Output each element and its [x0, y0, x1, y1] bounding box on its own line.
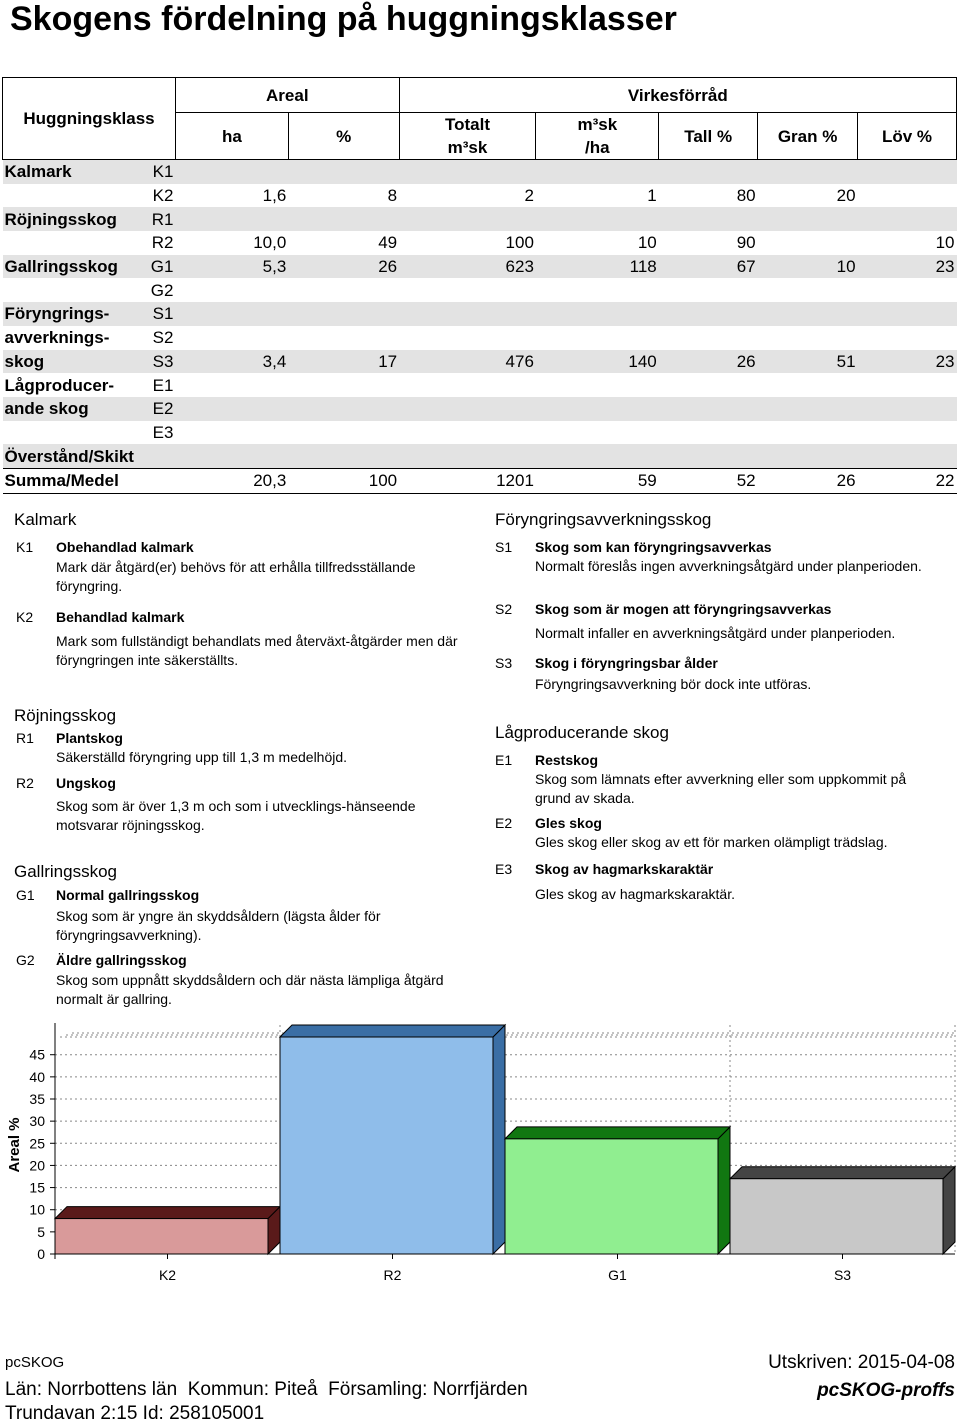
y-tick-label: 10 [29, 1201, 45, 1218]
summary-pct: 100 [288, 468, 399, 493]
table-row [3, 326, 957, 350]
row-label: avverknings- [4, 328, 110, 348]
table-row [3, 255, 957, 279]
table-row [3, 350, 957, 374]
definition-desc: Normalt infaller en avverkningsåtgärd under planperioden. [535, 625, 896, 641]
cell-gran: 20 [836, 186, 856, 206]
cell-per: 118 [629, 257, 657, 277]
cell-pct [288, 326, 399, 350]
cell-lov [858, 207, 957, 231]
definition-code: S1 [495, 539, 513, 555]
x-tick-label: R2 [383, 1267, 402, 1283]
cell-gran [758, 444, 858, 468]
definition-name: Skog i föryngringsbar ålder [535, 655, 718, 671]
y-tick-label: 40 [29, 1068, 45, 1085]
cell-pct [288, 160, 399, 184]
definition-code: G2 [16, 952, 35, 968]
table-row [3, 231, 957, 255]
header-ha: ha [175, 113, 288, 160]
definition-code: K1 [16, 539, 34, 555]
definition-e1 [495, 751, 935, 811]
cell-per: 1 [647, 186, 657, 206]
cell-lov [858, 373, 957, 397]
row-label: ande skog [4, 399, 89, 419]
cell-lov [858, 278, 957, 302]
bar-S3 [730, 1179, 943, 1254]
definition-s3 [495, 654, 935, 714]
summary-gran: 26 [758, 468, 858, 493]
cell-tot [399, 326, 536, 350]
row-label [3, 231, 141, 255]
summary-tall: 52 [659, 468, 758, 493]
cell-tot [399, 160, 536, 184]
definition-desc: Skog som lämnats efter avverkning eller som uppkommit på grund av skada. [535, 771, 907, 806]
definition-name: Gles skog [535, 815, 602, 831]
definition-e3 [495, 860, 935, 920]
definition-desc: Mark som fullständigt behandlats med återväxt-åtgärder men där föryngringen inte säkerställts. [56, 633, 458, 668]
cell-per [536, 160, 659, 184]
cell-gran [758, 373, 858, 397]
cell-gran [758, 160, 858, 184]
cell-lov [858, 397, 957, 421]
footer-property: Trundavan 2:15 Id: 258105001 [5, 1403, 265, 1424]
definition-body [535, 814, 935, 852]
header-areal: Areal [175, 78, 399, 113]
cell-lov [858, 444, 957, 468]
cell-lov [858, 421, 957, 445]
cell-gran [758, 326, 858, 350]
cell-lov [858, 302, 957, 326]
cell-per [536, 302, 659, 326]
footer-brand-logo: pcSKOG-proffs [817, 1380, 955, 1401]
cell-tall [659, 421, 758, 445]
definition-body [535, 860, 935, 904]
footer-location: Län: Norrbottens län Kommun: Piteå Församling: Norrfjärden [5, 1379, 528, 1400]
row-code: E1 [152, 375, 174, 395]
definition-name: Skog som är mogen att föryngringsavverkas [535, 601, 832, 617]
definition-body [56, 538, 466, 596]
definition-r2 [16, 774, 466, 834]
header-per-ha [536, 113, 659, 160]
row-code: G2 [150, 280, 174, 300]
bar-side-G1 [718, 1127, 730, 1254]
cell-pct [288, 302, 399, 326]
bar-top-K2 [55, 1207, 280, 1219]
cell-tall [659, 444, 758, 468]
cell-tall [659, 160, 758, 184]
x-tick-label: K2 [158, 1267, 177, 1283]
definition-name: Skog av hagmarkskaraktär [535, 861, 714, 877]
cell-lov [858, 326, 957, 350]
y-tick-label: 20 [29, 1157, 45, 1174]
bar-K2 [55, 1219, 268, 1254]
cell-tot [399, 397, 536, 421]
section-foryngring-title: Föryngringsavverkningsskog [495, 510, 712, 529]
page-title: Skogens fördelning på huggningsklasser [10, 0, 677, 38]
row-code: R2 [151, 233, 174, 253]
definition-name: Ungskog [56, 775, 116, 791]
cell-pct [288, 397, 399, 421]
row-label: Lågproducer- [4, 375, 115, 395]
footer-app: pcSKOG [5, 1354, 65, 1371]
cell-gran [758, 397, 858, 421]
row-label: Kalmark [4, 162, 72, 182]
definition-code: R1 [16, 730, 34, 746]
bar-top-R2 [280, 1025, 505, 1037]
cell-per [536, 207, 659, 231]
definition-desc: Gles skog eller skog av ett för marken olämpligt trädslag. [535, 834, 888, 850]
cell-per: 10 [637, 233, 657, 253]
cell-per [536, 373, 659, 397]
bar-top-G1 [505, 1127, 730, 1139]
huggningsklass-table [2, 77, 957, 494]
definition-desc: Skog som är över 1,3 m och som i utvecklings-hänseende motsvarar röjningsskog. [56, 798, 416, 833]
areal-bar-chart [0, 1015, 960, 1295]
definition-desc: Skog som är yngre än skyddsåldern (lägsta ålder för föryngringsavverkning). [56, 908, 381, 943]
bar-R2 [280, 1037, 493, 1254]
row-code: K2 [152, 186, 174, 206]
cell-per [536, 397, 659, 421]
cell-tot [399, 302, 536, 326]
cell-pct: 49 [378, 233, 398, 253]
row-label [3, 184, 141, 208]
cell-pct [288, 444, 399, 468]
cell-pct [288, 278, 399, 302]
cell-gran: 10 [836, 257, 856, 277]
definition-code: E1 [495, 752, 513, 768]
summary-label: Summa/Medel [3, 468, 176, 493]
row-code: S2 [152, 328, 174, 348]
y-axis-label: Areal % [6, 1117, 23, 1173]
cell-tall [659, 373, 758, 397]
row-code [140, 444, 175, 468]
definition-body [56, 951, 466, 1009]
cell-ha [175, 444, 288, 468]
header-huggningsklass: Huggningsklass [3, 78, 176, 160]
table-row [3, 302, 957, 326]
cell-tot: 476 [505, 351, 534, 371]
cell-lov [858, 160, 957, 184]
table-row [3, 444, 957, 468]
summary-lov: 22 [858, 468, 957, 493]
y-tick-label: 0 [37, 1246, 45, 1262]
summary-ha: 20,3 [175, 468, 288, 493]
y-tick-label: 45 [29, 1046, 45, 1063]
definition-name: Plantskog [56, 730, 123, 746]
definition-desc: Normalt föreslås ingen avverkningsåtgärd under planperioden. [535, 558, 922, 574]
definition-g1 [16, 886, 466, 946]
cell-tall [659, 302, 758, 326]
definition-k2 [16, 608, 466, 668]
header-pct: % [288, 113, 399, 160]
definition-name: Obehandlad kalmark [56, 539, 194, 555]
table-row [3, 278, 957, 302]
cell-ha: 10,0 [253, 233, 287, 253]
cell-tall: 80 [736, 186, 756, 206]
definition-name: Restskog [535, 752, 599, 768]
definition-s1 [495, 538, 935, 598]
cell-per [536, 444, 659, 468]
x-tick-label: G1 [608, 1267, 627, 1283]
definition-body [56, 774, 466, 835]
row-code: K1 [152, 162, 174, 182]
cell-per [536, 421, 659, 445]
bar-side-S3 [943, 1167, 955, 1254]
header-per-ha-unit: /ha [585, 138, 610, 157]
y-tick-label: 30 [29, 1113, 45, 1130]
definition-name: Behandlad kalmark [56, 609, 185, 625]
cell-gran [758, 421, 858, 445]
summary-per: 59 [536, 468, 659, 493]
definition-desc: Gles skog av hagmarkskaraktär. [535, 886, 735, 902]
cell-ha [175, 278, 288, 302]
definition-code: K2 [16, 609, 34, 625]
cell-pct [288, 373, 399, 397]
header-m3sk: m³sk [577, 115, 618, 134]
row-label: Överstånd/Skikt [4, 446, 134, 466]
bar-top-S3 [730, 1167, 955, 1179]
header-lov: Löv % [858, 113, 957, 160]
section-gallring-title: Gallringsskog [14, 862, 117, 881]
cell-pct: 8 [387, 186, 398, 206]
definition-code: G1 [16, 887, 35, 903]
table-row [3, 207, 957, 231]
row-code: S3 [152, 351, 174, 371]
cell-tot [399, 373, 536, 397]
definition-code: E3 [495, 861, 513, 877]
cell-gran [758, 207, 858, 231]
cell-ha [175, 160, 288, 184]
cell-per [536, 326, 659, 350]
cell-ha: 5,3 [262, 257, 287, 277]
cell-tall: 26 [736, 351, 756, 371]
table-row [3, 160, 957, 184]
definition-body [56, 729, 466, 767]
table-row [3, 184, 957, 208]
cell-tall [659, 326, 758, 350]
cell-gran [758, 231, 858, 255]
cell-per: 140 [628, 351, 657, 371]
cell-tall [659, 207, 758, 231]
row-label [3, 278, 141, 302]
table-row [3, 397, 957, 421]
definition-g2 [16, 951, 466, 1011]
cell-tot [399, 207, 536, 231]
y-tick-label: 35 [29, 1091, 45, 1107]
bar-G1 [505, 1139, 718, 1254]
definition-name: Normal gallringsskog [56, 887, 200, 903]
definition-code: E2 [495, 815, 513, 831]
cell-tot: 623 [505, 257, 534, 277]
cell-tot [399, 444, 536, 468]
definition-body [56, 608, 466, 670]
definition-body [535, 751, 935, 808]
cell-pct: 17 [378, 351, 398, 371]
cell-gran [758, 302, 858, 326]
cell-ha [175, 302, 288, 326]
header-tall: Tall % [659, 113, 758, 160]
cell-lov: 23 [935, 257, 955, 277]
row-label: Gallringsskog [4, 257, 118, 277]
cell-gran [758, 278, 858, 302]
row-code: E3 [152, 422, 174, 442]
definition-code: S3 [495, 655, 513, 671]
cell-tot: 2 [524, 186, 534, 206]
cell-ha: 1,6 [262, 186, 287, 206]
row-code: G1 [150, 257, 174, 277]
section-lagprod-title: Lågproducerande skog [495, 723, 669, 742]
table-row [3, 421, 957, 445]
cell-lov [858, 184, 957, 208]
y-tick-label: 25 [29, 1135, 45, 1152]
footer-printed: Utskriven: 2015-04-08 [768, 1352, 955, 1373]
definition-desc: Skog som uppnått skyddsåldern och där nästa lämpliga åtgärd normalt är gallring. [56, 972, 444, 1007]
cell-tall [659, 278, 758, 302]
definition-name: Skog som kan föryngringsavverkas [535, 539, 772, 555]
cell-pct [288, 421, 399, 445]
cell-ha: 3,4 [262, 351, 287, 371]
cell-per [536, 278, 659, 302]
cell-tot: 100 [505, 233, 534, 253]
bar-side-R2 [493, 1025, 505, 1254]
x-tick-label: S3 [833, 1267, 852, 1283]
definition-desc: Mark där åtgärd(er) behövs för att erhålla tillfredsställande föryngring. [56, 559, 416, 594]
cell-ha [175, 326, 288, 350]
section-rojning-title: Röjningsskog [14, 706, 117, 725]
row-label: Föryngrings- [4, 304, 110, 324]
y-tick-label: 5 [37, 1223, 45, 1240]
summary-tot: 1201 [399, 468, 536, 493]
definition-body [535, 600, 935, 643]
cell-tot [399, 421, 536, 445]
row-code: R1 [151, 209, 174, 229]
y-tick-label: 15 [29, 1179, 45, 1196]
definition-desc: Säkerställd föryngring upp till 1,3 m medelhöjd. [56, 749, 348, 765]
cell-lov: 10 [935, 233, 955, 253]
definition-name: Äldre gallringsskog [56, 952, 187, 968]
cell-ha [175, 421, 288, 445]
cell-tall: 67 [736, 257, 756, 277]
definition-body [535, 538, 935, 576]
row-label [3, 421, 141, 445]
definition-desc: Föryngringsavverkning bör dock inte utföras. [535, 676, 812, 692]
cell-ha [175, 207, 288, 231]
cell-tall [659, 397, 758, 421]
row-code: S1 [152, 304, 174, 324]
row-label: skog [4, 351, 45, 371]
header-gran: Gran % [758, 113, 858, 160]
definition-s2 [495, 600, 935, 660]
definition-code: S2 [495, 601, 513, 617]
definition-body [56, 886, 466, 945]
section-kalmark-title: Kalmark [14, 510, 77, 529]
table-row [3, 373, 957, 397]
row-code: E2 [152, 399, 174, 419]
cell-tot [399, 278, 536, 302]
header-totalt [399, 113, 536, 160]
definition-code: R2 [16, 775, 34, 791]
header-virkesforrad: Virkesförråd [399, 78, 956, 113]
summary-row [3, 468, 957, 493]
header-totalt-unit: m³sk [447, 138, 488, 157]
definition-k1 [16, 538, 466, 598]
cell-lov: 23 [935, 351, 955, 371]
cell-gran: 51 [836, 351, 856, 371]
header-totalt-label: Totalt [445, 115, 491, 134]
definition-body [535, 654, 935, 694]
cell-pct: 26 [378, 257, 398, 277]
cell-tall: 90 [736, 233, 756, 253]
row-label: Röjningsskog [4, 209, 117, 229]
cell-pct [288, 207, 399, 231]
cell-ha [175, 397, 288, 421]
cell-ha [175, 373, 288, 397]
